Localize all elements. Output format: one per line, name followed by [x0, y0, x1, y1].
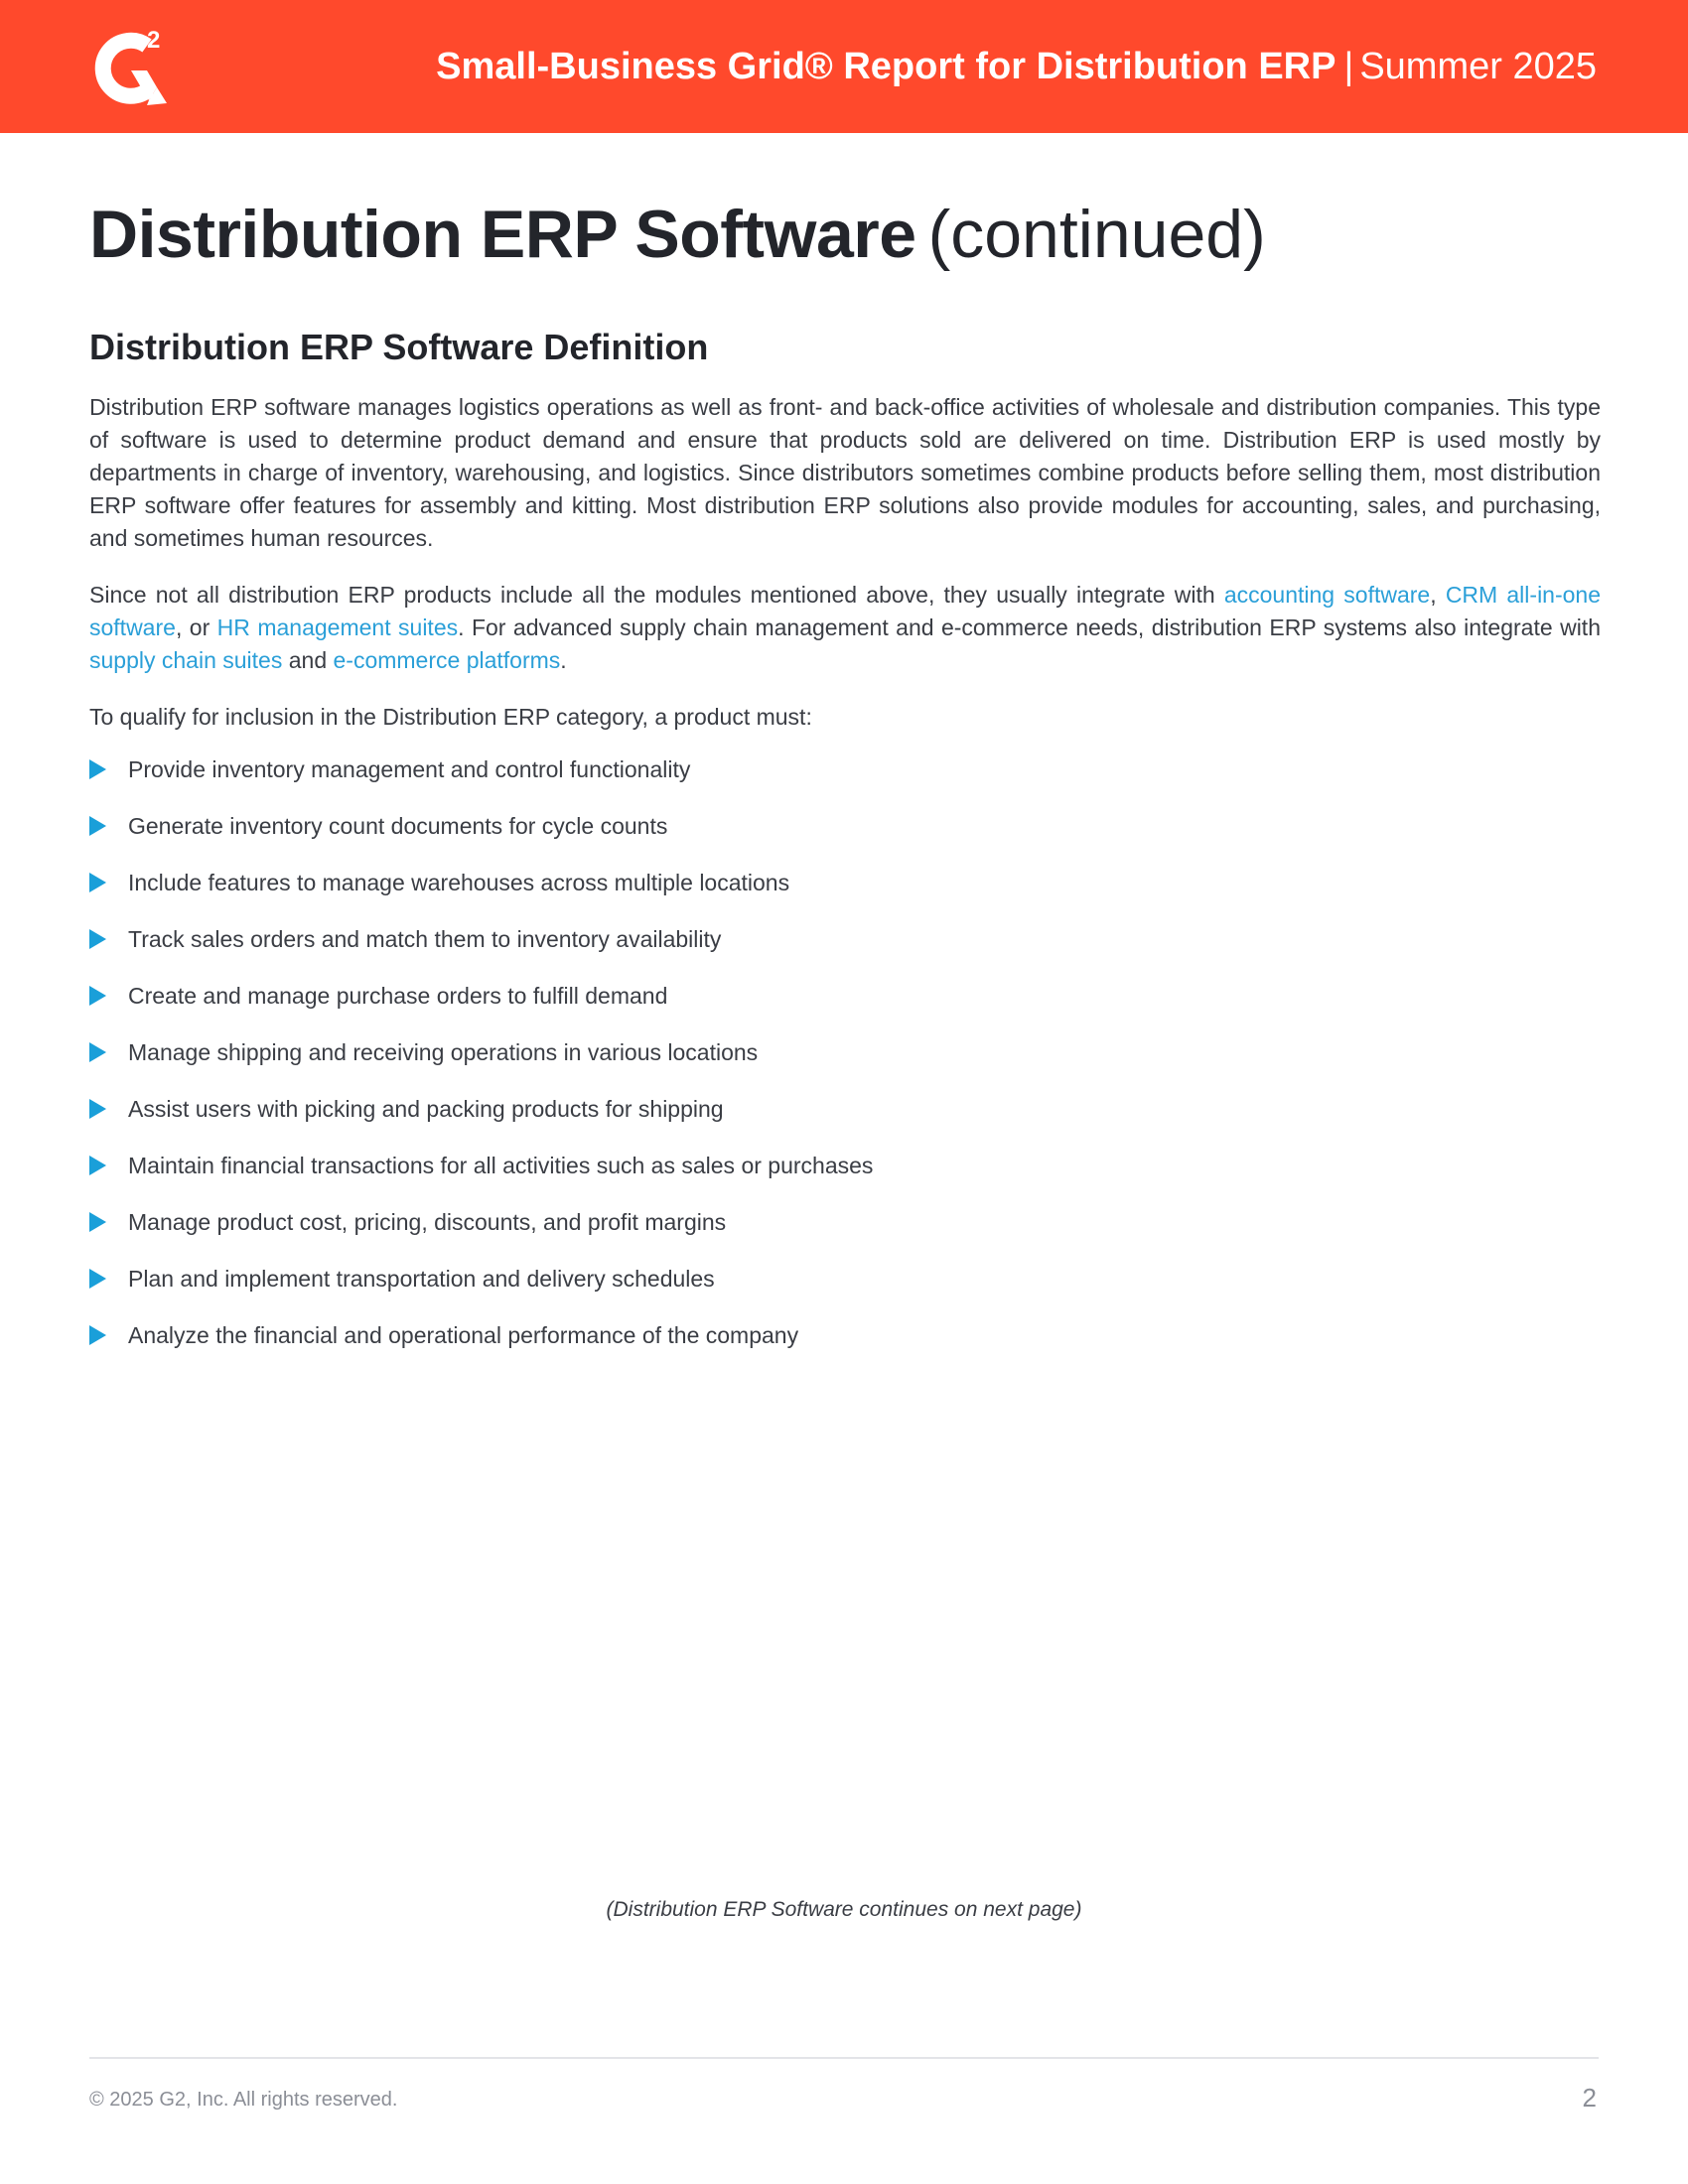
header-separator: | [1343, 46, 1354, 87]
criteria-text: Track sales orders and match them to inventory availability [128, 926, 722, 952]
criteria-text: Create and manage purchase orders to fulfill demand [128, 983, 668, 1009]
criteria-text: Plan and implement transportation and delivery schedules [128, 1266, 715, 1292]
triangle-bullet-icon [89, 1099, 106, 1119]
definition-paragraph-1: Distribution ERP software manages logistics operations as well as front- and back-office activities of wholesale and distribution companies. This type of software is used to determine product demand and ensure that products sold are delivered on time. Distribution ERP is used mostly by departments in charge of inventory, warehousing, and logistics. Since distributors sometimes combine products before selling them, most distribution ERP software offer features for assembly and kitting. Most distribution ERP solutions also provide modules for accounting, sales, and purchasing, and sometimes human resources. [89, 394, 1601, 551]
definition-body [89, 391, 1601, 1376]
criteria-item [89, 1150, 1601, 1206]
triangle-bullet-icon [89, 1156, 106, 1175]
report-season: Summer 2025 [1359, 46, 1597, 87]
criteria-text: Manage product cost, pricing, discounts, and profit margins [128, 1209, 727, 1235]
criteria-item [89, 923, 1601, 980]
criteria-item [89, 1036, 1601, 1093]
criteria-item [89, 753, 1601, 810]
criteria-item [89, 1093, 1601, 1150]
criteria-text: Maintain financial transactions for all activities such as sales or purchases [128, 1153, 874, 1178]
page-title-main: Distribution ERP Software [89, 197, 916, 272]
hr-management-suites-link[interactable]: HR management suites [216, 614, 459, 640]
triangle-bullet-icon [89, 1042, 106, 1062]
triangle-bullet-icon [89, 873, 106, 892]
paragraph-text: Since not all distribution ERP products include all the modules mentioned above, they usually integrate with [89, 582, 1224, 608]
definition-paragraph-2 [89, 579, 1601, 677]
criteria-item [89, 867, 1601, 923]
paragraph-text: and [282, 647, 334, 673]
criteria-item [89, 1319, 1601, 1376]
qualify-intro: To qualify for inclusion in the Distribution ERP category, a product must: [89, 704, 812, 730]
criteria-text: Analyze the financial and operational performance of the company [128, 1322, 799, 1348]
crm-all-in-one-link[interactable]: CRM all-in-one software [89, 582, 1601, 640]
triangle-bullet-icon [89, 1269, 106, 1289]
definition-heading: Distribution ERP Software Definition [89, 327, 709, 367]
triangle-bullet-icon [89, 986, 106, 1006]
criteria-item [89, 810, 1601, 867]
criteria-text: Manage shipping and receiving operations in various locations [128, 1039, 759, 1065]
triangle-bullet-icon [89, 1212, 106, 1232]
criteria-text: Include features to manage warehouses across multiple locations [128, 870, 790, 895]
accounting-software-link[interactable]: accounting software [1223, 582, 1431, 608]
paragraph-text: . For advanced supply chain management and e-commerce needs, distribution ERP systems also integrate with [458, 614, 1601, 640]
triangle-bullet-icon [89, 929, 106, 949]
footer-divider [89, 2057, 1599, 2059]
criteria-list [89, 753, 1601, 1376]
page-title-suffix: (continued) [927, 197, 1266, 272]
page-title [89, 193, 1266, 276]
continues-note: (Distribution ERP Software continues on next page) [606, 1898, 1082, 1921]
page-number: 2 [1582, 2083, 1597, 2113]
paragraph-text: , or [175, 614, 217, 640]
triangle-bullet-icon [89, 1325, 106, 1345]
criteria-text: Provide inventory management and control functionality [128, 756, 691, 782]
criteria-item [89, 1206, 1601, 1263]
paragraph-text: . [560, 647, 567, 673]
triangle-bullet-icon [89, 816, 106, 836]
header-bar [0, 0, 1688, 133]
svg-text:2: 2 [147, 27, 161, 54]
g2-logo-icon [87, 24, 173, 109]
criteria-text: Assist users with picking and packing products for shipping [128, 1096, 724, 1122]
triangle-bullet-icon [89, 759, 106, 779]
ecommerce-platforms-link[interactable]: e-commerce platforms [333, 647, 561, 673]
copyright-text: © 2025 G2, Inc. All rights reserved. [89, 2089, 398, 2111]
report-name: Small-Business Grid® Report for Distribution ERP [436, 46, 1336, 87]
report-title [436, 40, 1597, 93]
criteria-text: Generate inventory count documents for cycle counts [128, 813, 668, 839]
criteria-item [89, 980, 1601, 1036]
criteria-item [89, 1263, 1601, 1319]
supply-chain-suites-link[interactable]: supply chain suites [89, 647, 283, 673]
paragraph-text: , [1430, 582, 1446, 608]
